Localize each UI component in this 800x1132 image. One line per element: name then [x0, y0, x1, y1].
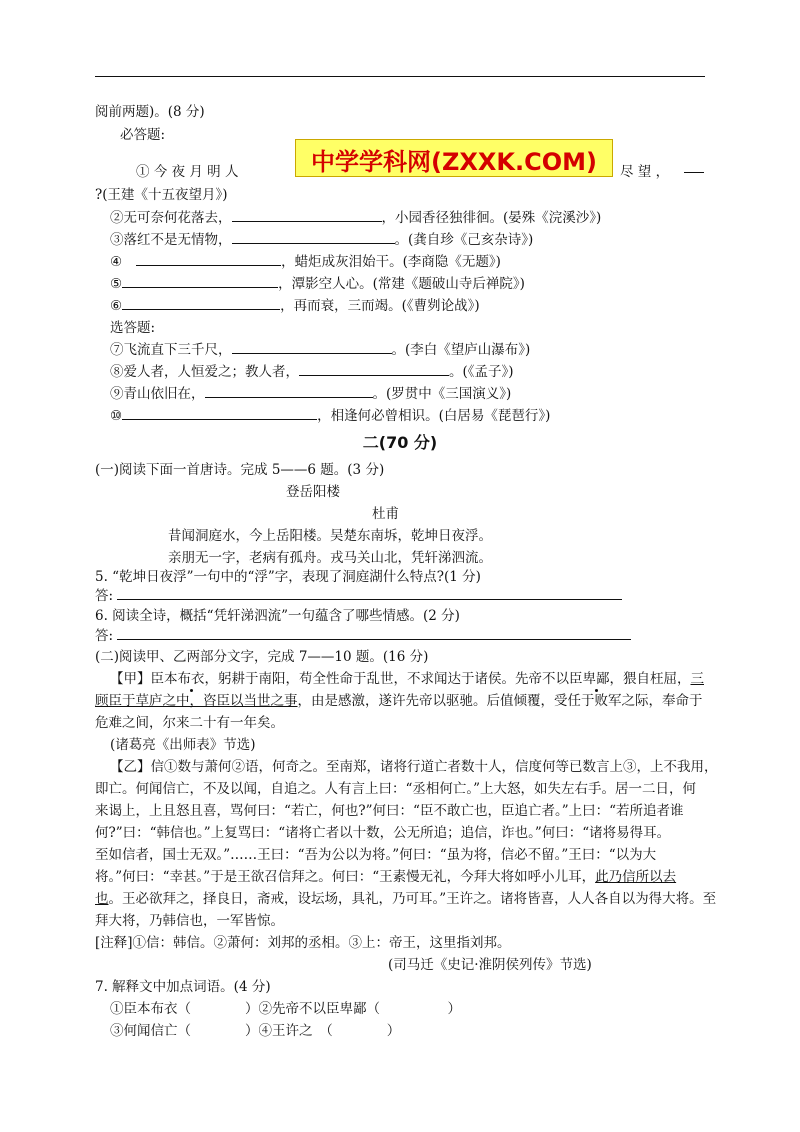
question-7-items-b: ③何闻信亡（ ）④王许之 （ ） [110, 1023, 401, 1039]
question-6: 6. 阅读全诗，概括“凭轩涕泗流”一句蕴含了哪些情感。(2 分) [95, 608, 460, 624]
yi-line-6: 将。”何曰：“幸甚。”于是王欲召信拜之。何曰：“王素慢无礼，今拜大将如呼小儿耳，此乃信所以去 [95, 869, 677, 885]
yi-line-3: 来谒上，上且怒且喜，骂何曰：“若亡，何也?”何曰：“臣不敢亡也，臣追亡者。”上曰：“若所追者谁 [95, 803, 684, 819]
q7-post: 。(李白《望庐山瀑布》) [391, 342, 531, 358]
logo-text: 中学学科网(ZXXK.COM) [311, 148, 597, 176]
q8-post: 。(《孟子》) [449, 364, 514, 380]
underlined-jia: 顾臣于草庐之中，咨臣以当世之事 [95, 693, 298, 709]
q4-pre: ④ [110, 254, 123, 270]
q2-post: ，小园香径独徘徊。(晏殊《浣溪沙》) [381, 210, 602, 226]
q5-pre: ⑤ [110, 276, 123, 292]
yi-line-7: 也。王必欲拜之，择良日，斋戒，设坛场，具礼，乃可耳。”王许之。诸将皆喜，人人各自以为得大将。至 [95, 891, 717, 907]
yi-line-1: 【乙】信①数与萧何②语，何奇之。至南郑，诸将行道亡者数十人，信度何等已数言上③，上不我用， [110, 759, 718, 775]
jia-line-2: 顾臣于草庐之中，咨臣以当世之事，由是感激，遂许先帝以驱驰。后值倾覆，受任于败军之际，奉命于 [95, 693, 703, 709]
q3-blank[interactable] [232, 231, 395, 244]
underlined-yi-2: 也 [95, 891, 109, 907]
yi-source: (司马迁《史记·淮阴侯列传》节选) [388, 957, 592, 973]
dotted-word-buyi: 布衣 [177, 671, 205, 687]
header-continuation: 阅前两题)。(8 分) [95, 104, 205, 120]
q9-blank[interactable] [205, 385, 373, 398]
q3-pre: ③落红不是无情物， [110, 232, 232, 248]
jia-line-3: 危难之间，尔来二十有一年矣。 [95, 715, 284, 731]
q7-pre: ⑦飞流直下三千尺， [110, 342, 232, 358]
q4-post: ，蜡炬成灰泪始干。(李商隐《无题》) [281, 254, 501, 270]
section-2-title: 二(70 分) [362, 433, 438, 452]
poem-title: 登岳阳楼 [286, 484, 340, 500]
underlined-yi-1: 此乃信所以去 [595, 869, 677, 885]
question-7: 7. 解释文中加点词语。(4 分) [95, 979, 271, 995]
answer-label-6: 答: [95, 628, 114, 644]
q5-post: ，潭影空人心。(常建《题破山寺后禅院》) [278, 276, 525, 292]
q6-pre: ⑥ [110, 298, 123, 314]
q10-pre: ⑩ [110, 408, 123, 424]
part2-intro: (二)阅读甲、乙两部分文字，完成 7——10 题。(16 分) [95, 649, 429, 665]
zxxk-logo [295, 139, 613, 177]
q8-pre: ⑧爱人者，人恒爱之；教人者， [110, 364, 299, 380]
q6-blank[interactable] [122, 297, 280, 310]
part1-intro: (一)阅读下面一首唐诗。完成 5——6 题。(3 分) [95, 462, 385, 478]
q9-post: 。(罗贯中《三国演义》) [372, 386, 512, 402]
poem-author: 杜甫 [372, 506, 399, 522]
q2-pre: ②无可奈何花落去， [110, 210, 232, 226]
q1-blank[interactable] [684, 160, 704, 173]
top-rule [95, 76, 705, 77]
poem-line-1: 昔闻洞庭水，今上岳阳楼。吴楚东南坼，乾坤日夜浮。 [168, 528, 492, 544]
question-7-items-a: ①臣本布衣（ ）②先帝不以臣卑鄙（ ） [110, 1001, 461, 1017]
q3-post: 。(龚自珍《己亥杂诗》) [394, 232, 534, 248]
q5-blank[interactable] [122, 275, 278, 288]
q2-blank[interactable] [232, 209, 382, 222]
yi-line-5: 至如信者，国士无双。”……王曰：“吾为公以为将。”何曰：“虽为将，信必不留。”王曰：“以为大 [95, 847, 657, 863]
answer-5-line[interactable] [117, 587, 622, 600]
jia-line-1: 【甲】臣本布衣，躬耕于南阳，苟全性命于乱世，不求闻达于诸侯。先帝不以臣卑鄙，猥自枉屈，三 [110, 671, 704, 687]
q1-suffix: 尽 望 ， [620, 164, 670, 180]
q4-blank[interactable] [136, 253, 281, 266]
q10-post: ，相逢何必曾相识。(白居易《琵琶行》) [317, 408, 551, 424]
q7-blank[interactable] [232, 341, 392, 354]
required-title: 必答题: [120, 127, 166, 143]
yi-line-8: 拜大将，乃韩信也，一军皆惊。 [95, 913, 284, 929]
answer-label-5: 答: [95, 588, 114, 604]
answer-6-line[interactable] [117, 627, 631, 640]
poem-line-2: 亲朋无一字，老病有孤舟。戎马关山北，凭轩涕泗流。 [168, 550, 492, 566]
q10-blank[interactable] [122, 407, 317, 420]
q8-blank[interactable] [299, 363, 449, 376]
q1-source: ?(王建《十五夜望月》) [95, 187, 228, 203]
q6-post: ，再而衰，三而竭。(《曹刿论战》) [280, 298, 480, 314]
note: [注释]①信：韩信。②萧何：刘邦的丞相。③上：帝王，这里指刘邦。 [95, 935, 511, 951]
yi-line-2: 即亡。何闻信亡，不及以闻，自追之。人有言上曰：“丞相何亡。”上大怒，如失左右手。居一二日，何 [95, 781, 697, 797]
q1-prefix: ① 今 夜 月 明 人 [136, 164, 239, 180]
jia-source: (诸葛亮《出师表》节选) [110, 737, 256, 753]
yi-line-4: 何?”曰：“韩信也。”上复骂曰：“诸将亡者以十数，公无所追；追信，诈也。”何曰：“诸将易得耳。 [95, 825, 671, 841]
optional-title: 选答题: [110, 320, 156, 336]
q9-pre: ⑨青山依旧在， [110, 386, 205, 402]
question-5: 5. “乾坤日夜浮”一句中的“浮”字，表现了洞庭湖什么特点?(1 分) [95, 569, 481, 585]
dotted-word-beibi: 卑鄙 [582, 671, 610, 687]
